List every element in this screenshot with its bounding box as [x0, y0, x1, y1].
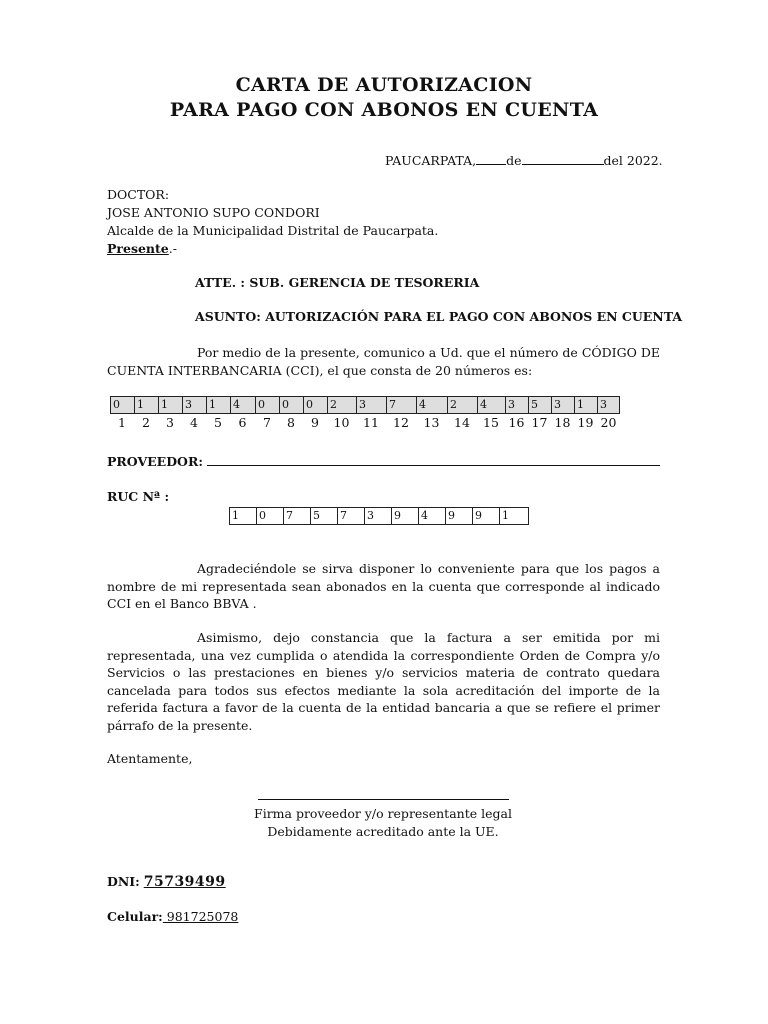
cci-digit-box: 0	[279, 396, 303, 414]
dni-label: DNI:	[107, 874, 140, 889]
month-blank	[522, 152, 604, 165]
ruc-boxes	[229, 507, 529, 525]
cci-digit-box: 4	[416, 396, 447, 414]
cci-boxes	[110, 396, 620, 414]
cci-digit-box: 2	[327, 396, 356, 414]
cci-position-number: 18	[554, 415, 571, 430]
proveedor-blank	[207, 453, 660, 466]
ruc-digit-box: 1	[229, 507, 256, 525]
presente-word: Presente	[107, 241, 169, 256]
cci-digit-box: 3	[597, 396, 620, 414]
date-de: de	[506, 153, 522, 168]
addressee-position: Alcalde de la Municipalidad Distrital de Paucarpata.	[107, 223, 439, 238]
cci-digit-box: 3	[356, 396, 386, 414]
cci-position-number: 17	[531, 415, 548, 430]
ruc-label: RUC Nª :	[107, 489, 170, 504]
ruc-digit-box: 9	[391, 507, 418, 525]
cci-position-number: 2	[142, 415, 150, 430]
cci-position-number: 1	[118, 415, 126, 430]
title-line-1: CARTA DE AUTORIZACION	[235, 74, 533, 96]
cci-digit-box: 0	[110, 396, 134, 414]
cci-position-number: 11	[363, 415, 379, 430]
ruc-digit-box: 0	[256, 507, 283, 525]
cci-digit-box: 1	[134, 396, 158, 414]
asunto-line: ASUNTO: AUTORIZACIÓN PARA EL PAGO CON ABONOS EN CUENTA	[195, 309, 683, 324]
ruc-digit-box: 7	[283, 507, 310, 525]
ruc-digit-box: 9	[445, 507, 472, 525]
ruc-digit-box: 5	[310, 507, 337, 525]
addressee-block	[107, 186, 438, 258]
cci-digit-box: 2	[447, 396, 477, 414]
salutation: DOCTOR:	[107, 187, 170, 202]
cci-position-number: 13	[423, 415, 440, 430]
cci-digit-box: 1	[158, 396, 182, 414]
cci-position-number: 14	[454, 415, 470, 430]
title-line-2: PARA PAGO CON ABONOS EN CUENTA	[169, 99, 599, 121]
cci-digit-box: 3	[551, 396, 574, 414]
cci-digit-box: 7	[386, 396, 416, 414]
signature-line	[258, 799, 509, 800]
celular-line	[107, 909, 238, 924]
cci-digit-box: 4	[230, 396, 255, 414]
day-blank	[476, 152, 506, 165]
intro-paragraph: Por medio de la presente, comunico a Ud. que el número de CÓDIGO DE CUENTA INTERBANCARIA (CCI), el que consta de 20 números es:	[107, 345, 660, 378]
cci-position-number: 3	[166, 415, 174, 430]
cci-digit-box: 3	[182, 396, 206, 414]
celular-label: Celular:	[107, 909, 163, 924]
cci-digit-box: 1	[574, 396, 597, 414]
ruc-digit-box: 7	[337, 507, 364, 525]
cci-position-number: 10	[333, 415, 350, 430]
cci-position-number: 7	[263, 415, 271, 430]
presente	[107, 240, 438, 258]
cci-position-number: 6	[238, 415, 247, 430]
ruc-digit-box: 1	[499, 507, 529, 525]
cci-digit-box: 0	[255, 396, 279, 414]
date-place: PAUCARPATA,	[385, 153, 477, 168]
cci-position-number: 5	[214, 415, 222, 430]
dni-value: 75739499	[143, 874, 226, 890]
cci-position-number: 12	[393, 415, 409, 430]
ruc-digit-box: 3	[364, 507, 391, 525]
celular-value: 981725078	[162, 909, 239, 924]
cci-position-number: 15	[483, 415, 499, 430]
signature-block	[228, 805, 538, 841]
cci-position-number: 9	[311, 415, 319, 430]
cci-position-number: 20	[600, 415, 617, 430]
cci-position-number: 4	[190, 415, 198, 430]
cci-digit-box: 4	[477, 396, 505, 414]
ruc-digit-box: 4	[418, 507, 445, 525]
dni-line	[107, 874, 226, 890]
cci-digit-box: 5	[528, 396, 551, 414]
cci-digit-box: 3	[505, 396, 528, 414]
cci-position-number: 16	[508, 415, 525, 430]
proveedor-line	[107, 453, 660, 469]
closing: Atentamente,	[107, 751, 193, 766]
date-year: del 2022.	[603, 153, 663, 168]
asimismo-paragraph: Asimismo, dejo constancia que la factura a ser emitida por mi representada, una vez cumplida o atendida la correspondiente Orden de Compra y/o Servicios o las prestaciones en bienes y/o servicios materia de contrato quedara cancelada para todos sus efectos mediante la sola acreditación del importe de la referida factura a favor de la cuenta de la entidad bancaria a que se refiere el primer párrafo de la presente.	[107, 630, 660, 733]
signature-line-1: Firma proveedor y/o representante legal	[254, 806, 512, 821]
cci-digit-box: 0	[303, 396, 327, 414]
signature-line-2: Debidamente acreditado ante la UE.	[267, 824, 499, 839]
cci-position-number: 8	[287, 415, 295, 430]
addressee-name: JOSE ANTONIO SUPO CONDORI	[107, 205, 320, 220]
presente-suffix: .-	[168, 241, 177, 256]
atte-line: ATTE. : SUB. GERENCIA DE TESORERIA	[195, 275, 480, 290]
cci-positions	[110, 415, 620, 430]
cci-digit-box: 1	[206, 396, 230, 414]
proveedor-label: PROVEEDOR:	[107, 454, 203, 469]
banco-paragraph: Agradeciéndole se sirva disponer lo conveniente para que los pagos a nombre de mi representada sean abonados en la cuenta que corresponde al indicado CCI en el Banco BBVA .	[107, 561, 660, 611]
cci-position-number: 19	[577, 415, 594, 430]
date-line	[385, 152, 665, 168]
ruc-digit-box: 9	[472, 507, 499, 525]
